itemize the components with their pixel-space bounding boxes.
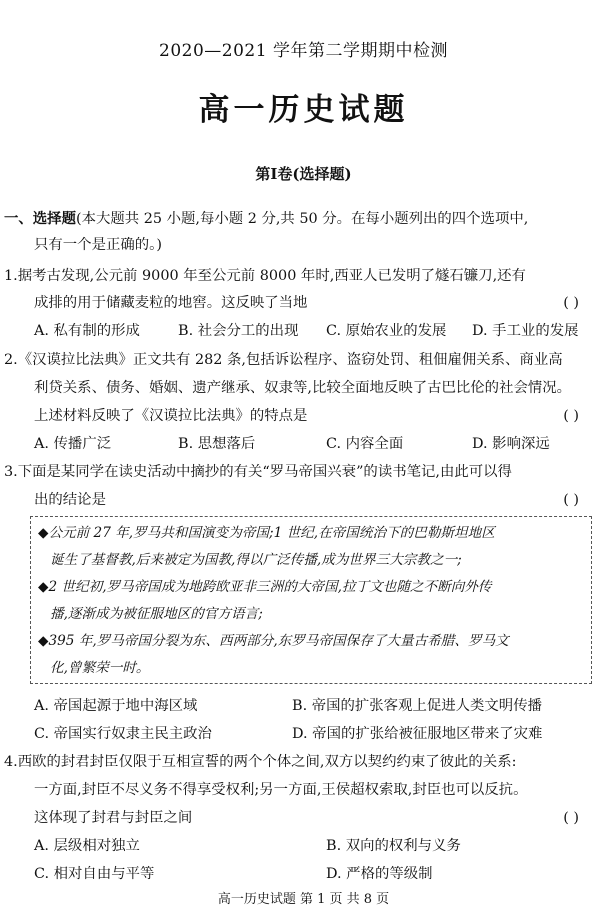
q4-stem-line-1: 4.西欧的封君封臣仅限于互相宣誓的两个个体之间,双方以契约约束了彼此的关系: [4, 754, 517, 770]
note-line-5: ◆395 年,罗马帝国分裂为东、西两部分,东罗马帝国保存了大量古希腊、罗马文 [38, 633, 509, 649]
section-heading: 一、选择题 [4, 210, 76, 227]
q1-stem-line-2: 成排的用于储藏麦粒的地窖。这反映了当地 [34, 295, 308, 311]
section-instruction-2: 只有一个是正确的。) [34, 237, 162, 253]
note-line-6: 化,曾繁荣一时。 [50, 660, 150, 676]
q3-option-a: A. 帝国起源于地中海区域 [34, 698, 198, 714]
exam-term: 2020—2021 学年第二学期期中检测 [159, 41, 448, 61]
q3-option-d: D. 帝国的扩张给被征服地区带来了灾难 [292, 726, 543, 742]
volume-heading: 第Ⅰ卷(选择题) [255, 165, 352, 183]
section-instruction [4, 206, 607, 232]
page-footer: 高一历史试题 第 1 页 共 8 页 [217, 892, 390, 907]
q4-answer-parens: ( ) [563, 810, 579, 826]
q1-answer-parens: ( ) [563, 295, 579, 311]
q3-answer-parens: ( ) [563, 492, 579, 508]
q2-option-c: C. 内容全面 [326, 436, 404, 452]
q4-stem-line-2: 一方面,封臣不尽义务不得享受权利;另一方面,王侯超权索取,封臣也可以反抗。 [34, 782, 528, 798]
q2-stem-line-2: 利贷关系、债务、婚姻、遗产继承、奴隶等,比较全面地反映了古巴比伦的社会情况。 [34, 380, 572, 396]
q4-stem-line-3: 这体现了封君与封臣之间 [34, 810, 193, 826]
note-line-2: 诞生了基督教,后来被定为国教,得以广泛传播,成为世界三大宗教之一; [50, 552, 462, 568]
q1-option-c: C. 原始农业的发展 [326, 323, 447, 339]
q4-option-c: C. 相对自由与平等 [34, 866, 155, 882]
q2-stem-line-1: 2.《汉谟拉比法典》正文共有 282 条,包括诉讼程序、盗窃处罚、租佃雇佣关系、商业高 [4, 352, 563, 368]
q3-option-b: B. 帝国的扩张客观上促进人类文明传播 [292, 698, 542, 714]
q3-stem-line-1: 3.下面是某同学在读史活动中摘抄的有关“罗马帝国兴衰”的读书笔记,由此可以得 [4, 464, 512, 480]
q4-option-b: B. 双向的权利与义务 [326, 838, 461, 854]
q3-stem-line-2: 出的结论是 [34, 492, 106, 508]
exam-title: 高一历史试题 [198, 92, 409, 128]
q4-option-a: A. 层级相对独立 [34, 838, 140, 854]
section-instruction-1: (本大题共 25 小题,每小题 2 分,共 50 分。在每小题列出的四个选项中, [75, 211, 529, 227]
q2-stem-line-3: 上述材料反映了《汉谟拉比法典》的特点是 [34, 408, 308, 424]
q1-option-b: B. 社会分工的出现 [178, 323, 299, 339]
q2-option-b: B. 思想落后 [178, 436, 256, 452]
q2-option-d: D. 影响深远 [472, 436, 550, 452]
note-line-1: ◆公元前 27 年,罗马共和国演变为帝国;1 世纪,在帝国统治下的巴勒斯坦地区 [38, 525, 495, 541]
q1-stem-line-1: 1.据考古发现,公元前 9000 年至公元前 8000 年时,西亚人已发明了燧石镰刀,还有 [4, 268, 526, 284]
q4-option-d: D. 严格的等级制 [326, 866, 433, 882]
note-line-3: ◆2 世纪初,罗马帝国成为地跨欧亚非三洲的大帝国,拉丁文也随之不断向外传 [38, 579, 492, 595]
note-line-4: 播,逐渐成为被征服地区的官方语言; [50, 606, 263, 622]
q3-option-c: C. 帝国实行奴隶主民主政治 [34, 726, 212, 742]
q2-answer-parens: ( ) [563, 408, 579, 424]
q1-option-d: D. 手工业的发展 [472, 323, 579, 339]
q2-option-a: A. 传播广泛 [34, 436, 112, 452]
q1-option-a: A. 私有制的形成 [34, 323, 140, 339]
